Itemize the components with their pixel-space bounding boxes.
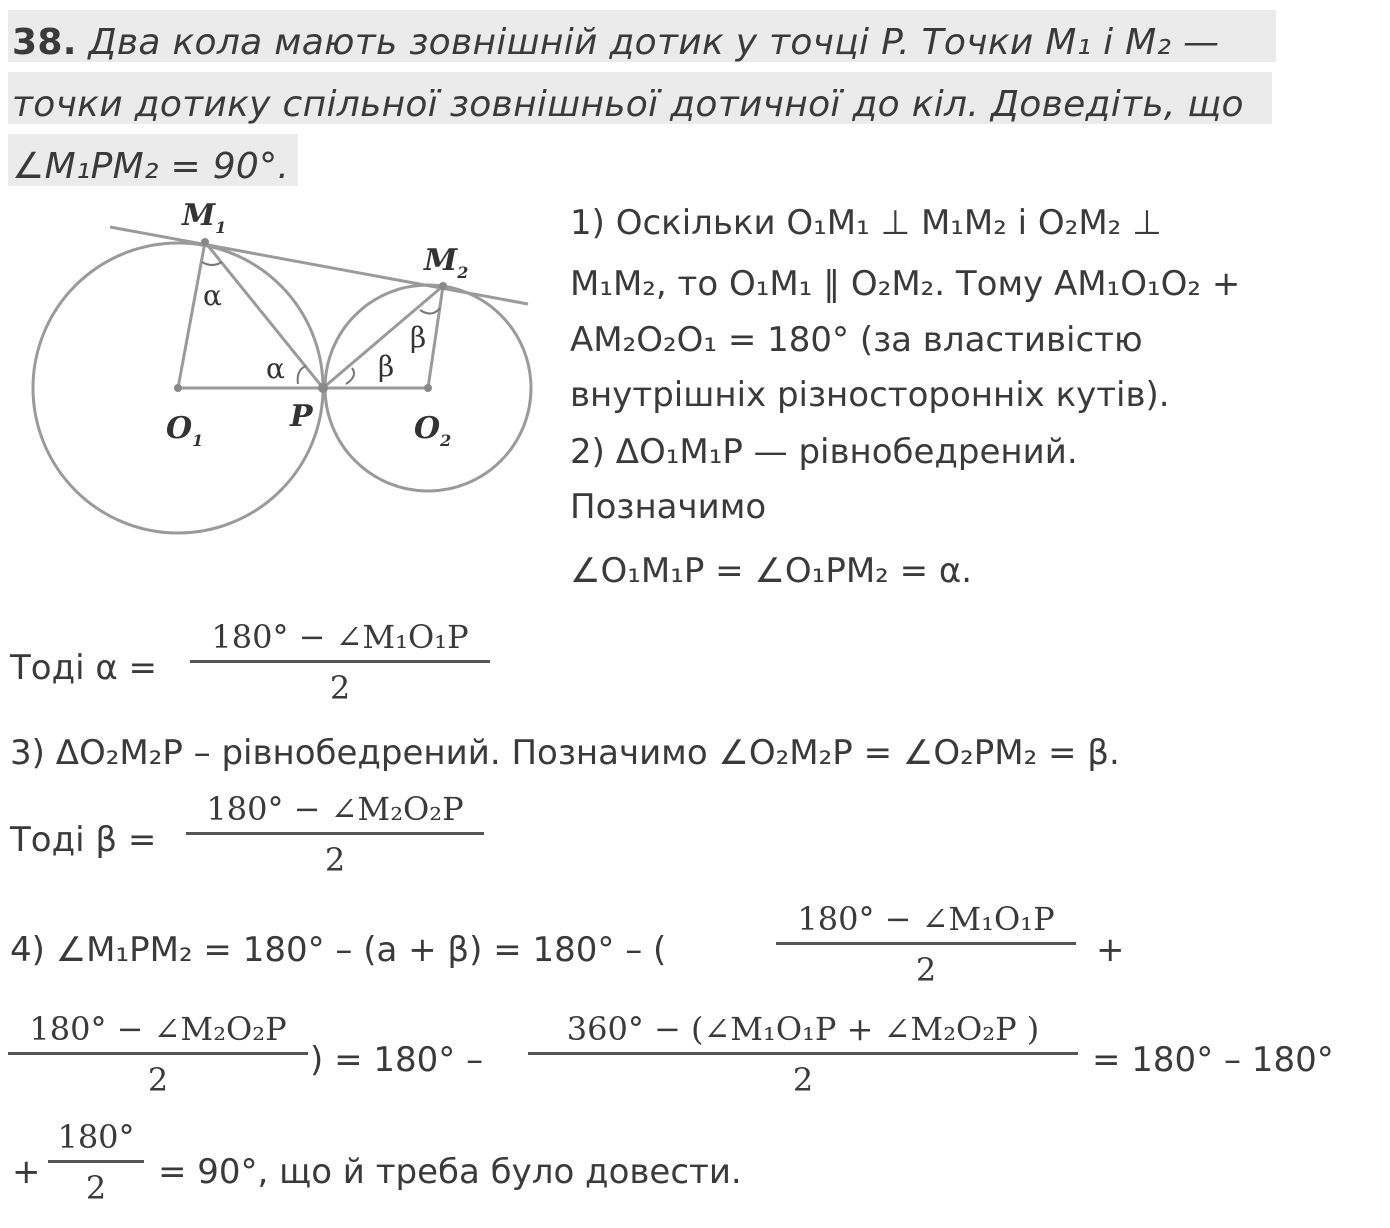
fraction-denominator: 2 [85, 1169, 107, 1207]
solution-line: внутрішніх різносторонніх кутів). [570, 374, 1170, 415]
solution-line: 1) Оскільки O₁M₁ ⊥ M₁M₂ і O₂M₂ ⊥ [570, 203, 1162, 243]
fraction-denominator: 2 [324, 841, 346, 879]
fraction-4a [776, 900, 1076, 989]
task-number: 38. [12, 22, 77, 63]
todi-beta: Тоді β = [10, 820, 157, 860]
label-beta-m2: β [410, 321, 427, 354]
solution-line: M₁M₂, то O₁M₁ ‖ O₂M₂. Тому AM₁O₁O₂ + [570, 263, 1241, 304]
label-beta-p: β [378, 350, 395, 383]
task-line-2: точки дотику спільної зовнішньої дотичної до кіл. Доведіть, що [12, 84, 1244, 125]
solution-step-3: 3) ΔO₂M₂P – рівнобедрений. Позначимо ∠O₂M₂P = ∠O₂PM₂ = β. [10, 733, 1120, 773]
fraction-denominator: 2 [915, 951, 937, 989]
fraction-denominator: 2 [147, 1061, 169, 1099]
angle-arc-m2 [420, 308, 440, 314]
fraction-numerator: 180° − ∠M₂O₂P [186, 790, 484, 835]
solution-conclusion: = 90°, що й треба було довести. [158, 1152, 742, 1192]
solution-line: Позначимо [570, 486, 767, 527]
fraction-denominator: 2 [329, 669, 351, 707]
task-line-1: Два кола мають зовнішній дотик у точці P. Точки M₁ і M₂ — [88, 22, 1220, 63]
solution-step-4-mid: ) = 180° – [310, 1040, 484, 1080]
label-alpha-m1: α [203, 279, 222, 312]
solution-step-4-end: = 180° – 180° [1092, 1040, 1334, 1080]
angle-arc-m1 [202, 262, 222, 265]
plus-sign: + [1096, 930, 1125, 970]
label-m1: $M_1$ [182, 198, 227, 237]
todi-alpha: Тоді α = [10, 648, 158, 688]
point-p [318, 383, 328, 393]
fraction-numerator: 180° − ∠M₁O₁P [776, 900, 1076, 945]
fraction-numerator: 180° − ∠M₂O₂P [8, 1010, 308, 1055]
label-o2: $O_2$ [414, 411, 452, 450]
solution-step-1-2 [570, 193, 1370, 602]
angle-arc-p-alpha [298, 366, 306, 384]
point-o2 [424, 384, 432, 392]
angle-arc-p-beta [346, 368, 354, 384]
segment-o1m1 [178, 242, 205, 388]
label-alpha-p: α [266, 352, 285, 385]
point-o1 [174, 384, 182, 392]
label-o1: $O_1$ [166, 411, 204, 450]
fraction-4c [528, 1010, 1078, 1099]
point-m2 [439, 282, 447, 290]
fraction-4d [48, 1118, 144, 1207]
plus-sign-last: + [12, 1152, 41, 1192]
point-m1 [201, 238, 209, 246]
solution-step-4-start: 4) ∠M₁PM₂ = 180° – (a + β) = 180° – ( [10, 930, 667, 970]
task-line-3: ∠M₁PM₂ = 90°. [12, 146, 290, 187]
segment-o2m2 [428, 286, 443, 388]
label-m2: $M_2$ [424, 243, 469, 282]
fraction-4b [8, 1010, 308, 1099]
fraction-numerator: 360° − (∠M₁O₁P + ∠M₂O₂P ) [528, 1010, 1078, 1055]
solution-line: 2) ΔO₁M₁P — рівнобедрений. [570, 432, 1078, 472]
label-p: P [290, 399, 313, 434]
fraction-beta [186, 790, 484, 879]
fraction-alpha [190, 618, 490, 707]
solution-line: ∠O₁M₁P = ∠O₁PM₂ = α. [570, 551, 973, 591]
fraction-denominator: 2 [792, 1061, 814, 1099]
fraction-numerator: 180° − ∠M₁O₁P [190, 618, 490, 663]
solution-line: AM₂O₂O₁ = 180° (за властивістю [570, 320, 1143, 360]
fraction-numerator: 180° [48, 1118, 144, 1163]
